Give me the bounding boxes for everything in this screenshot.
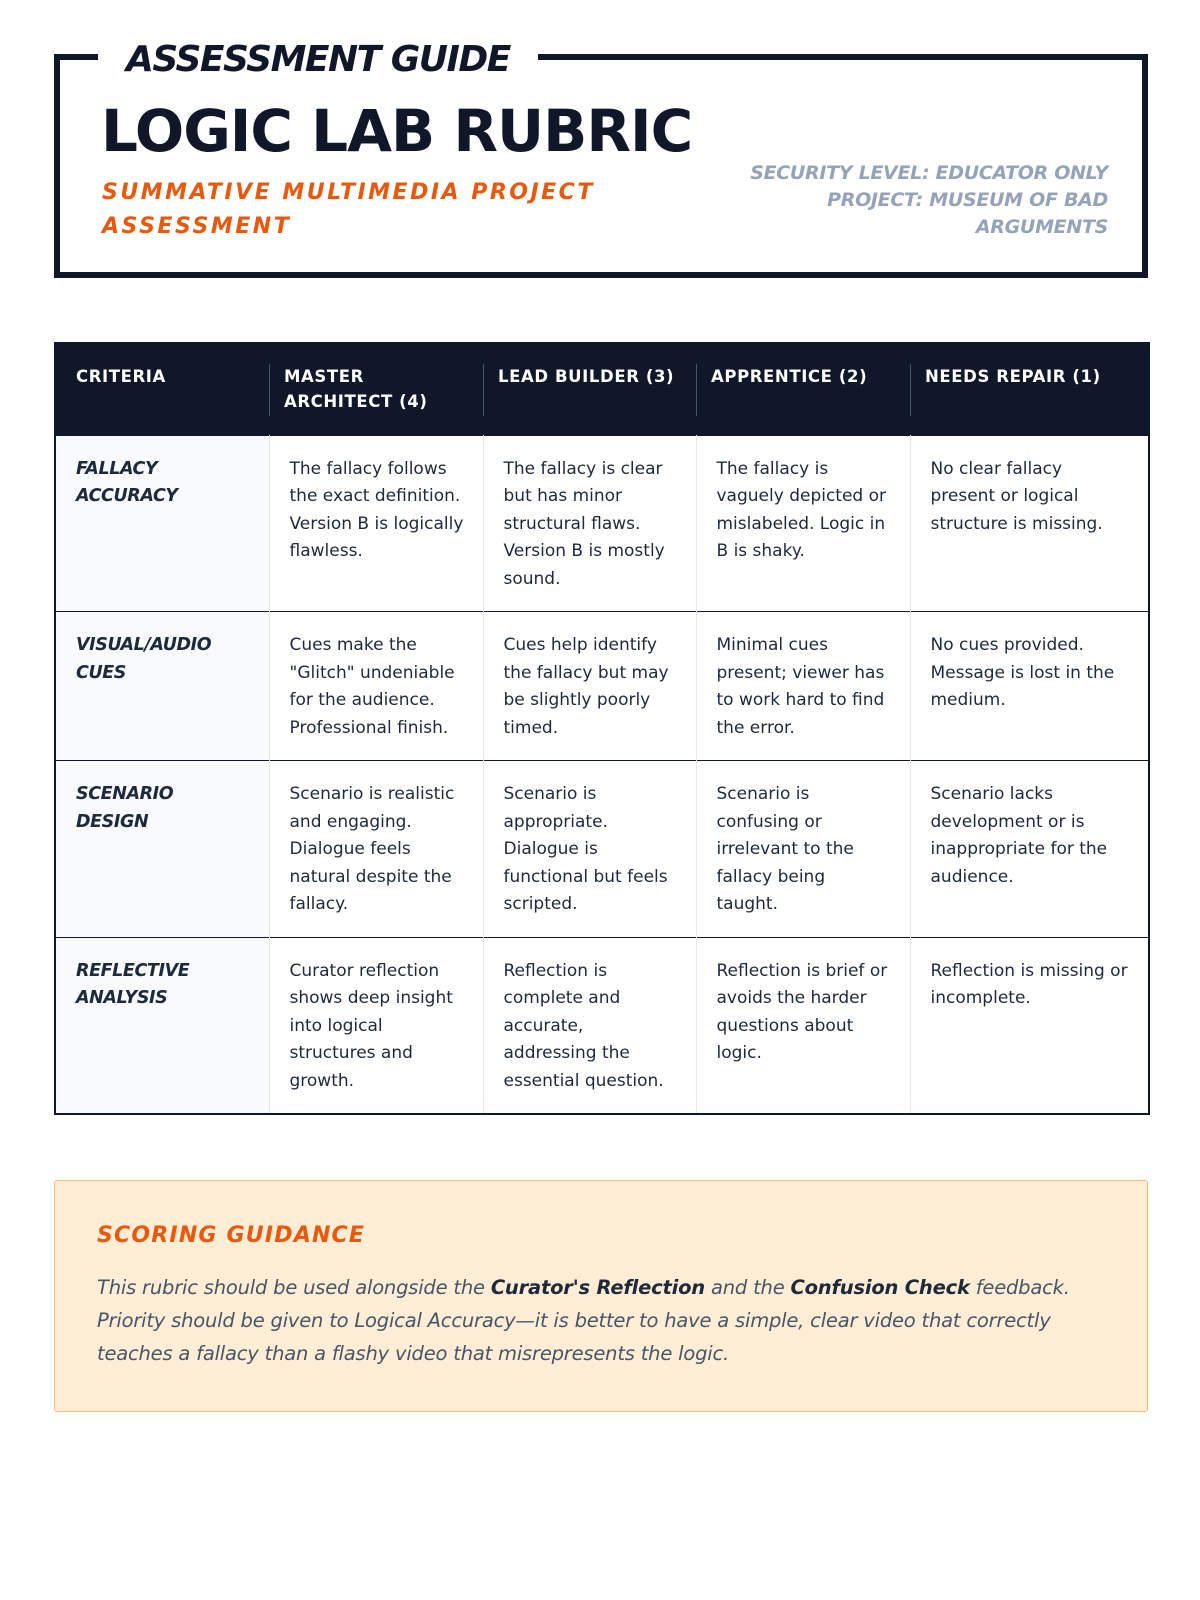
column-header: APPRENTICE (2) xyxy=(696,343,910,435)
page-title: LOGIC LAB RUBRIC xyxy=(101,97,693,165)
rubric-header-row xyxy=(55,343,1149,435)
rubric-cell: Cues help identify the fallacy but may be slightly poorly timed. xyxy=(483,612,696,761)
rubric-cell: Reflection is complete and accurate, addressing the essential question. xyxy=(483,937,696,1114)
criterion-cell: REFLECTIVE ANALYSIS xyxy=(55,937,269,1114)
column-header: NEEDS REPAIR (1) xyxy=(910,343,1149,435)
column-header: CRITERIA xyxy=(76,367,166,386)
rubric-cell: Minimal cues present; viewer has to work hard to find the error. xyxy=(696,612,910,761)
eyebrow-label: ASSESSMENT GUIDE xyxy=(98,36,538,84)
criterion-cell: SCENARIO DESIGN xyxy=(55,761,269,938)
rubric-cell: Scenario is confusing or irrelevant to the fallacy being taught. xyxy=(696,761,910,938)
confusion-check-ref: Confusion Check xyxy=(790,1276,970,1299)
table-row xyxy=(55,435,1149,612)
rubric-cell: The fallacy is clear but has minor structural flaws. Version B is mostly sound. xyxy=(483,435,696,612)
table-row xyxy=(55,761,1149,938)
rubric-cell: The fallacy follows the exact definition. Version B is logically flawless. xyxy=(269,435,483,612)
scoring-guidance-title: SCORING GUIDANCE xyxy=(97,1223,366,1248)
project-name: PROJECT: MUSEUM OF BAD ARGUMENTS xyxy=(827,189,1108,238)
criterion-cell: VISUAL/AUDIO CUES xyxy=(55,612,269,761)
rubric-cell: Cues make the "Glitch" undeniable for the audience. Professional finish. xyxy=(269,612,483,761)
header-meta xyxy=(708,160,1108,241)
column-header: LEAD BUILDER (3) xyxy=(483,343,696,435)
curator-reflection-ref: Curator's Reflection xyxy=(490,1276,705,1299)
rubric-cell: Scenario is realistic and engaging. Dialogue feels natural despite the fallacy. xyxy=(269,761,483,938)
scoring-guidance-box xyxy=(54,1180,1148,1412)
rubric-cell: The fallacy is vaguely depicted or mislabeled. Logic in B is shaky. xyxy=(696,435,910,612)
table-row xyxy=(55,612,1149,761)
table-row xyxy=(55,937,1149,1114)
criterion-cell: FALLACY ACCURACY xyxy=(55,435,269,612)
rubric-cell: No clear fallacy present or logical structure is missing. xyxy=(910,435,1149,612)
page-subtitle: SUMMATIVE MULTIMEDIA PROJECT ASSESSMENT xyxy=(102,180,595,239)
rubric-cell: Reflection is missing or incomplete. xyxy=(910,937,1149,1114)
rubric-cell: Scenario is appropriate. Dialogue is functional but feels scripted. xyxy=(483,761,696,938)
rubric-cell: Scenario lacks development or is inappropriate for the audience. xyxy=(910,761,1149,938)
scoring-guidance-text: This rubric should be used alongside the Curator's Reflection and the Confusion Check feedback. Priority should be given to Logical Accuracy—it is better to have a simple, clear video that correctly teaches a fallacy than a flashy video that misrepresents the logic. xyxy=(97,1276,1070,1365)
security-level: SECURITY LEVEL: EDUCATOR ONLY xyxy=(750,162,1108,184)
rubric-table xyxy=(54,342,1150,1115)
column-header: MASTER ARCHITECT (4) xyxy=(269,343,483,435)
rubric-cell: Curator reflection shows deep insight into logical structures and growth. xyxy=(269,937,483,1114)
rubric-cell: No cues provided. Message is lost in the medium. xyxy=(910,612,1149,761)
rubric-cell: Reflection is brief or avoids the harder questions about logic. xyxy=(696,937,910,1114)
